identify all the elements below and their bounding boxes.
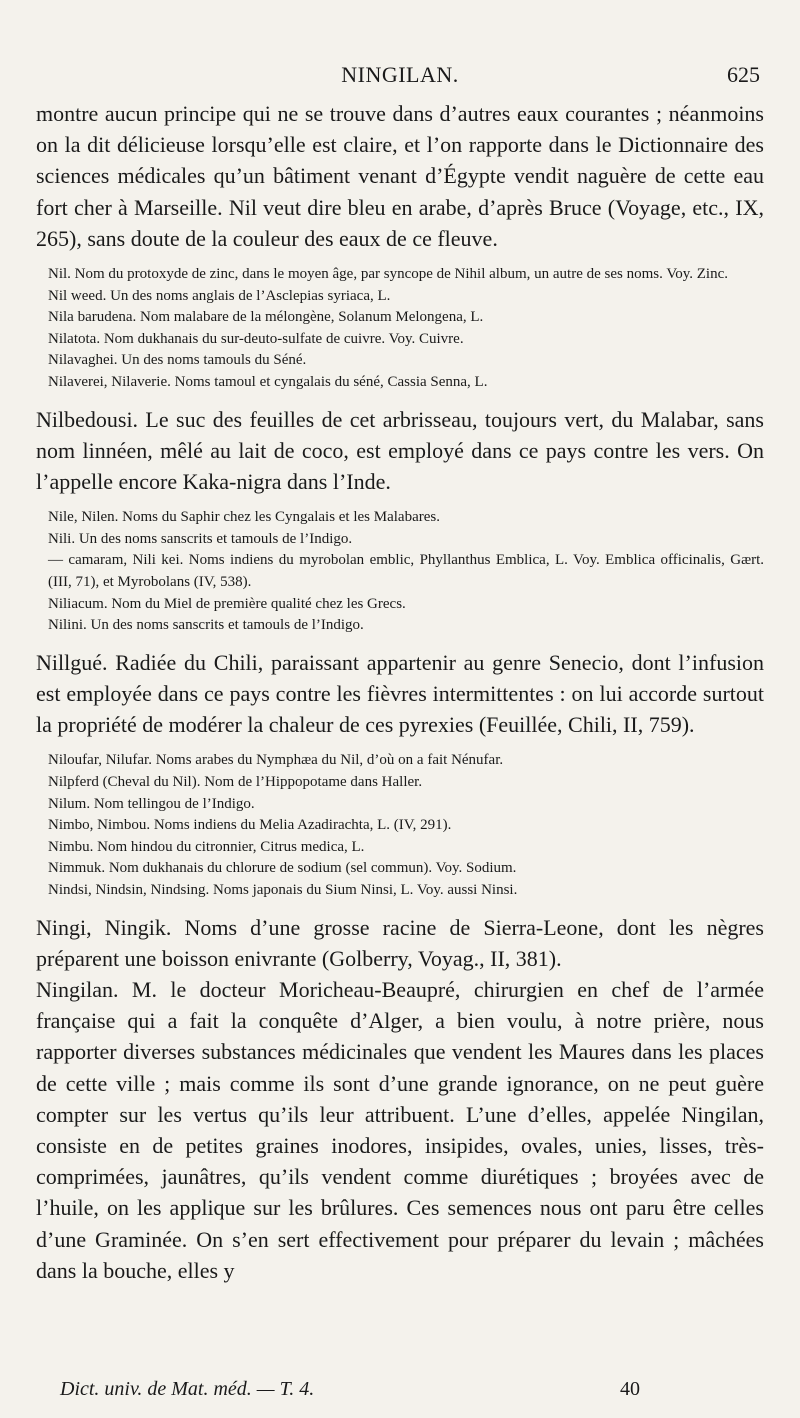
entry-paragraph: Nindsi, Nindsin, Nindsing. Noms japonais du Sium Ninsi, L. Voy. aussi Ninsi. — [48, 881, 518, 898]
entry-paragraph: Nilini. Un des noms sanscrits et tamouls de l’Indigo. — [48, 617, 364, 634]
article-paragraph: Nilbedousi. Le suc des feuilles de cet arbrisseau, toujours vert, du Malabar, sans nom linnéen, mêlé au lait de coco, est employé dans ce pays contre les vers. On l’appelle encore Kaka-nigra dans l’Inde. — [36, 406, 764, 494]
entry-paragraph: Nilpferd (Cheval du Nil). Nom de l’Hippopotame dans Haller. — [48, 773, 423, 790]
article-paragraph: montre aucun principe qui ne se trouve dans d’autres eaux courantes ; néanmoins on la dit délicieuse lorsqu’elle est claire, et l’on rapporte dans le Dictionnaire des sciences médicales qu’un bâtiment venant d’Égypte vendit naguère de cette eau fort cher à Marseille. Nil veut dire bleu en arabe, d’après Bruce (Voyage, etc., IX, 265), sans doute de la couleur des eaux de ce fleuve. — [36, 101, 764, 251]
entry-paragraph: Nilavaghei. Un des noms tamouls du Séné. — [48, 352, 307, 369]
entry-paragraph: Nila barudena. Nom malabare de la mélongène, Solanum Melongena, L. — [48, 309, 484, 326]
entry-paragraph: — camaram, Nili kei. Noms indiens du myrobolan emblic, Phyllanthus Emblica, L. Voy. Emblica officinalis, Gært. (III, 71), et Myrobolans (IV, 538). — [48, 552, 764, 590]
article-paragraph: Ningilan. M. le docteur Moricheau-Beaupré, chirurgien en chef de l’armée française qui a fait la conquête d’Alger, a bien voulu, à notre prière, nous rapporter diverses substances médicinales que vendent les Maures dans les places de cette ville ; mais comme ils sont d’une grande ignorance, on ne peut guère compter sur les vertus qu’ils leur attribuent. L’une d’elles, appelée Ningilan, consiste en de petites graines inodores, insipides, ovales, unies, lisses, très-comprimées, jaunâtres, qu’ils vendent comme diurétiques ; broyées avec de l’huile, on les applique sur les brûlures. Ces semences nous ont paru être celles d’une Graminée. On s’en sert effectivement pour préparer du levain ; mâchées dans la bouche, elles y — [36, 976, 764, 1283]
entry-paragraph: Nimbo, Nimbou. Noms indiens du Melia Azadirachta, L. (IV, 291). — [48, 817, 452, 834]
running-title: NINGILAN. — [341, 62, 459, 87]
page-number: 625 — [727, 62, 760, 87]
entry-paragraph: Nimbu. Nom hindou du citronnier, Citrus medica, L. — [48, 838, 365, 855]
entry-paragraph: Nilatota. Nom dukhanais du sur-deuto-sulfate de cuivre. Voy. Cuivre. — [48, 330, 464, 347]
entry-paragraph: Niliacum. Nom du Miel de première qualité chez les Grecs. — [48, 595, 406, 612]
page — [36, 58, 764, 1286]
entry-paragraph: Nilaverei, Nilaverie. Noms tamoul et cyngalais du séné, Cassia Senna, L. — [48, 373, 488, 390]
entry-paragraph: Niloufar, Nilufar. Noms arabes du Nymphæa du Nil, d’où on a fait Nénufar. — [48, 752, 504, 769]
entry-paragraph: Nil weed. Un des noms anglais de l’Asclepias syriaca, L. — [48, 287, 391, 304]
body-text — [36, 98, 764, 1286]
entry-paragraph: Nile, Nilen. Noms du Saphir chez les Cyngalais et les Malabares. — [48, 509, 440, 526]
entry-paragraph: Nilum. Nom tellingou de l’Indigo. — [48, 795, 255, 812]
article-paragraph: Ningi, Ningik. Noms d’une grosse racine de Sierra-Leone, dont les nègres préparent une boisson enivrante (Golberry, Voyag., II, 381). — [36, 914, 764, 971]
running-head — [36, 58, 764, 98]
entry-paragraph: Nil. Nom du protoxyde de zinc, dans le moyen âge, par syncope de Nihil album, un autre de ses noms. Voy. Zinc. — [48, 266, 728, 283]
article-paragraph: Nillgué. Radiée du Chili, paraissant appartenir au genre Senecio, dont l’infusion est employée dans ce pays contre les fièvres intermittentes : on lui accorde surtout la propriété de modérer la chaleur de ces pyrexies (Feuillée, Chili, II, 759). — [36, 649, 764, 738]
entry-paragraph: Nili. Un des noms sanscrits et tamouls de l’Indigo. — [48, 530, 353, 547]
entry-paragraph: Nimmuk. Nom dukhanais du chlorure de sodium (sel commun). Voy. Sodium. — [48, 860, 517, 877]
footer — [60, 1378, 740, 1401]
sheet-signature: Dict. univ. de Mat. méd. — T. 4. — [60, 1378, 315, 1400]
sheet-number: 40 — [620, 1378, 640, 1400]
